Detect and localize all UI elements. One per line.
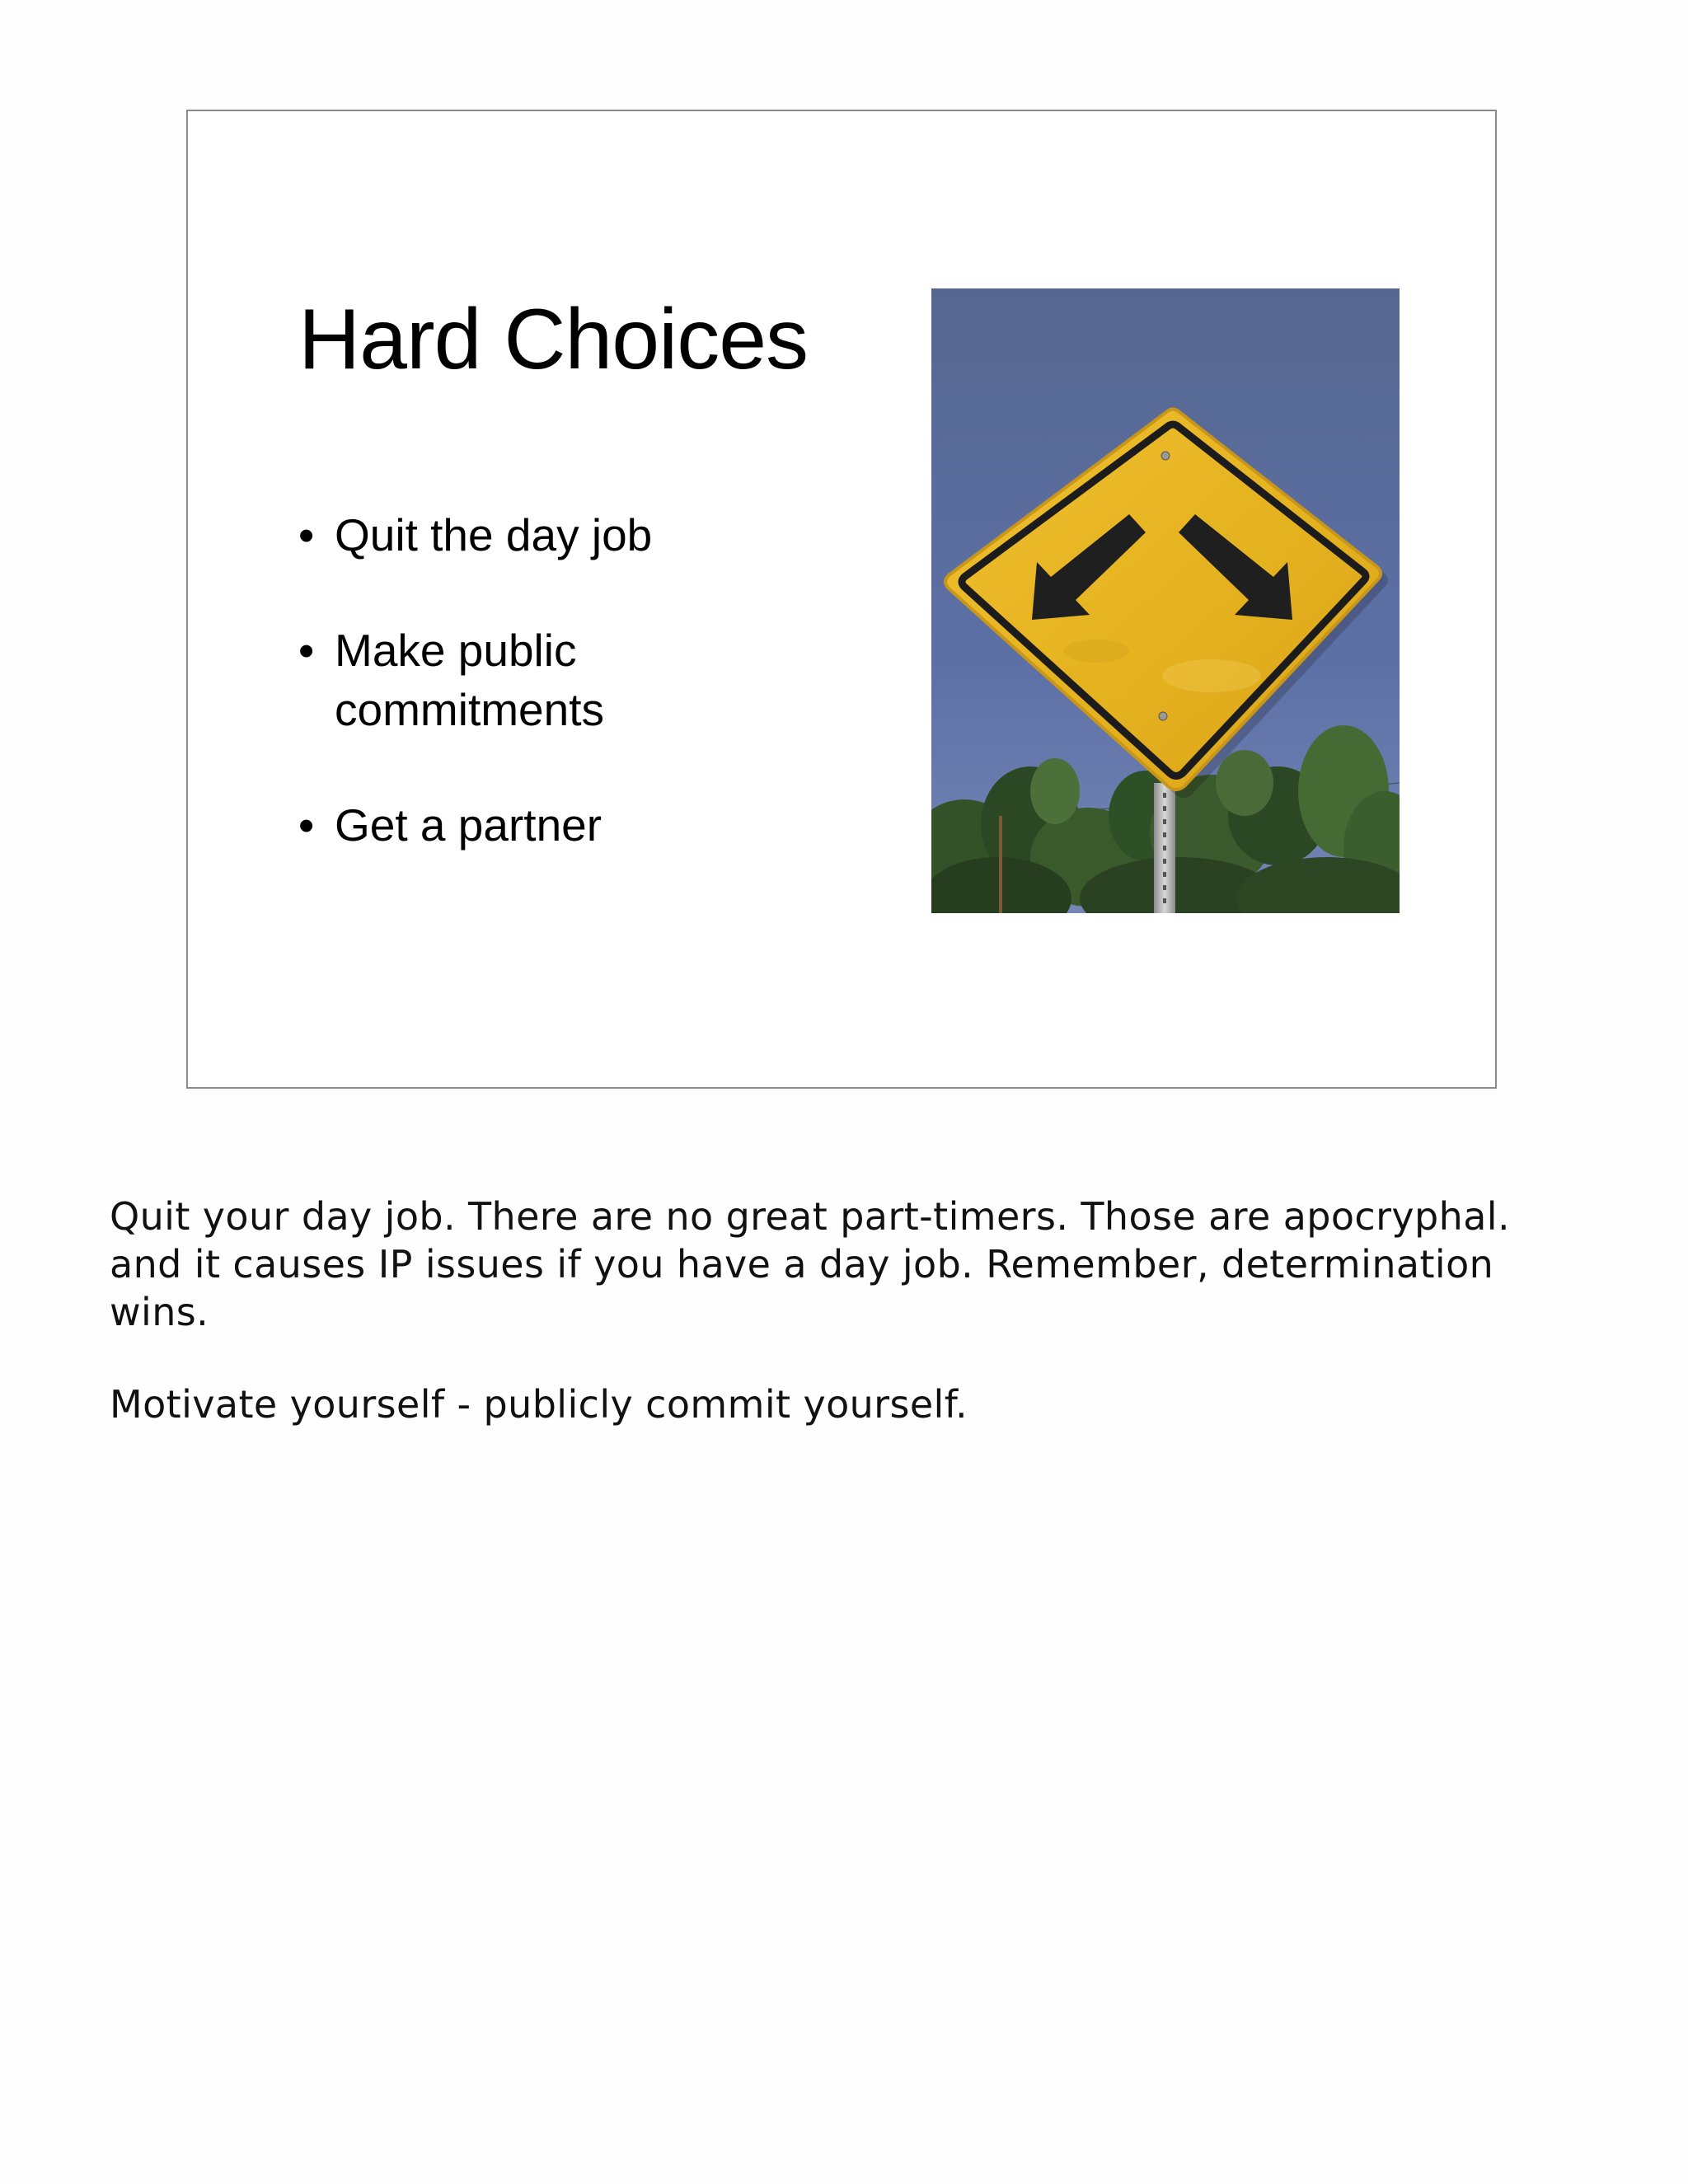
bullet-text: Quit the day job (335, 509, 653, 560)
bullet-list (298, 505, 760, 911)
bullet-marker: • (298, 509, 315, 560)
bullet-item (298, 505, 760, 565)
bullet-item (298, 621, 760, 739)
split-arrows-road-sign-icon (931, 288, 1400, 913)
bullet-item (298, 795, 760, 855)
slide-frame (186, 110, 1497, 1089)
slide-title: Hard Choices (298, 292, 809, 387)
bullet-text: Make public commitments (335, 625, 604, 735)
bullet-text: Get a partner (335, 799, 603, 851)
notes-paragraph: Motivate yourself - publicly commit yourself. (110, 1382, 968, 1427)
speaker-notes (110, 1193, 1577, 1473)
bullet-marker: • (298, 799, 315, 851)
road-sign-photo (931, 288, 1400, 913)
bullet-marker: • (298, 625, 315, 676)
notes-paragraph: Quit your day job. There are no great part-timers. Those are apocryphal. and it causes IP issues if you have a day job. Remember, determination wins. (110, 1194, 1510, 1334)
